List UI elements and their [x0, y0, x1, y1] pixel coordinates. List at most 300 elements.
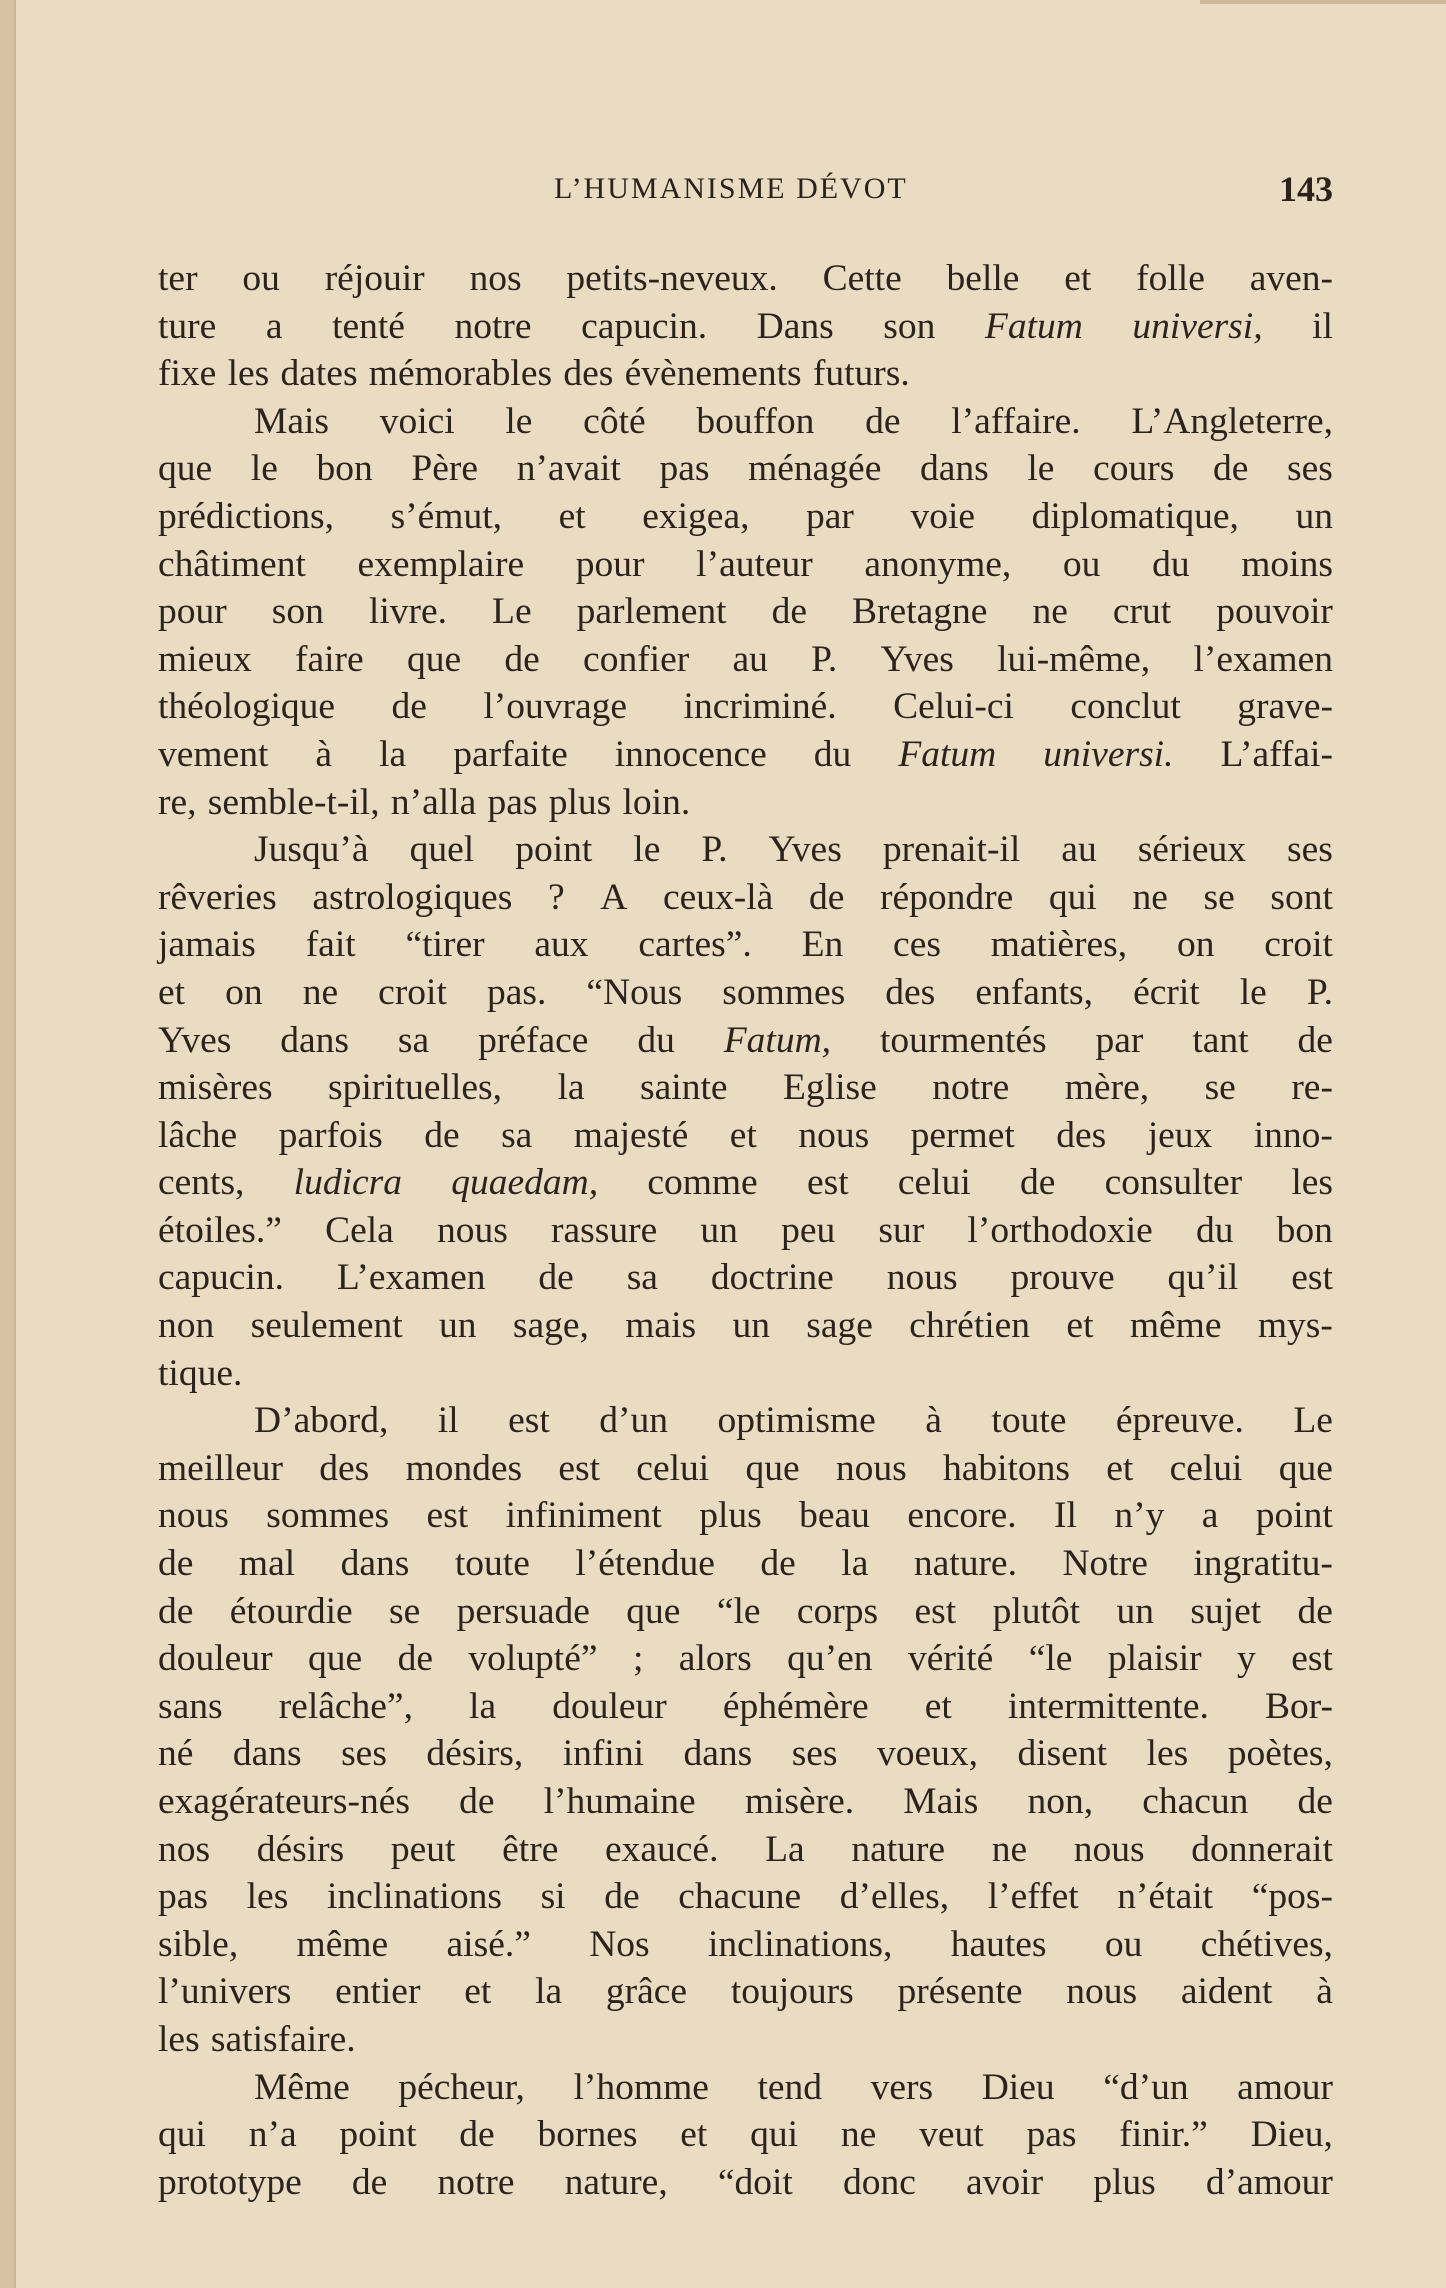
word: cents, — [158, 1162, 245, 1204]
word: être — [502, 1828, 559, 1870]
word: un — [700, 1209, 738, 1251]
word: “d’un — [1103, 2066, 1189, 2108]
word: plutôt — [992, 1590, 1081, 1632]
word: Celui-ci — [893, 686, 1014, 728]
word: tant — [1192, 1019, 1249, 1061]
word: fait — [305, 924, 356, 966]
word: et — [464, 1971, 492, 2013]
word: la — [557, 1067, 585, 1109]
word: est — [1291, 1638, 1333, 1680]
word: le — [250, 448, 278, 490]
word: folle — [1136, 258, 1205, 299]
word: exemplaire — [357, 543, 525, 585]
word: entier — [335, 1971, 421, 2013]
word: nous — [1073, 1828, 1145, 1870]
word: grave- — [1237, 686, 1333, 728]
word: ses — [1287, 448, 1333, 490]
word: n’était — [1117, 1876, 1214, 1918]
word: croit — [1264, 924, 1333, 966]
word: Mais — [254, 400, 329, 442]
word: toute — [454, 1543, 530, 1585]
word: parlement — [576, 591, 727, 633]
word: ? — [547, 876, 565, 918]
page-number: 143 — [1279, 169, 1333, 209]
word: ces — [893, 924, 941, 966]
word: châtiment — [158, 543, 306, 585]
word: prototype — [158, 2161, 302, 2203]
word: plus — [548, 781, 612, 823]
word: matières, — [990, 924, 1128, 966]
word: de — [459, 2114, 495, 2156]
running-head: L’HUMANISME DÉVOT — [554, 172, 908, 205]
word: vérité — [907, 1638, 994, 1680]
text-line — [158, 1159, 1333, 1207]
word: tique. — [158, 1352, 243, 1394]
word: que — [626, 1590, 681, 1632]
word: nous — [798, 1114, 870, 1156]
word: douleur — [552, 1685, 667, 1727]
word: belle — [946, 258, 1020, 299]
word: présente — [897, 1971, 1023, 2013]
body-text — [158, 255, 1333, 2206]
word: infini — [562, 1733, 644, 1775]
text-line — [158, 1254, 1333, 1302]
word: les — [158, 2018, 200, 2060]
word: théologique — [158, 686, 336, 728]
word: plaisir — [1107, 1638, 1202, 1680]
word: persuade — [456, 1590, 590, 1632]
word: plus — [1093, 2161, 1156, 2203]
word: étourdie — [229, 1590, 353, 1632]
word: “Nous — [586, 971, 683, 1013]
word: ses — [1287, 829, 1333, 871]
word: à — [1316, 1971, 1333, 2013]
word: inclinations — [326, 1876, 502, 1918]
word: fixe — [158, 353, 217, 395]
word: parfaite — [453, 733, 568, 775]
word: Fatum — [898, 733, 997, 775]
word: du — [1152, 543, 1190, 585]
word: éphémère — [722, 1685, 869, 1727]
word: croit — [378, 971, 447, 1013]
word: Jusqu’à — [254, 829, 369, 871]
word: mal — [238, 1543, 296, 1585]
text-line — [158, 1921, 1333, 1969]
word: habitons — [942, 1447, 1071, 1489]
word: d’amour — [1205, 2161, 1333, 2203]
word: A — [600, 876, 628, 918]
word: futurs. — [812, 353, 910, 395]
word: bouffon — [696, 400, 815, 442]
word: n’a — [248, 2114, 297, 2156]
word: beau — [799, 1495, 870, 1537]
word: que — [158, 448, 213, 490]
word: la — [379, 733, 407, 775]
word: de — [158, 1543, 194, 1585]
word: l’homme — [573, 2066, 709, 2108]
text-line — [158, 1730, 1333, 1778]
word: voici — [379, 400, 455, 442]
word: ses — [341, 1733, 387, 1775]
word: les — [227, 353, 270, 395]
word: répondre — [880, 876, 1014, 918]
word: poètes, — [1227, 1733, 1333, 1775]
text-line — [158, 1683, 1333, 1731]
word: pas — [487, 781, 538, 823]
word: pas — [158, 1876, 208, 1918]
word: d’un — [599, 1400, 668, 1442]
word: mémorables — [368, 353, 553, 395]
word: Yves — [158, 1019, 232, 1061]
word: notre — [437, 2161, 515, 2203]
text-line — [158, 1492, 1333, 1540]
word: ses — [791, 1733, 838, 1775]
word: “pos- — [1251, 1876, 1333, 1918]
text-line — [158, 731, 1333, 779]
word: sommes — [266, 1495, 390, 1537]
word: non — [158, 1305, 215, 1347]
word: à — [315, 733, 333, 775]
word: son — [883, 305, 936, 347]
word: au — [732, 638, 768, 680]
text-line — [158, 1635, 1333, 1683]
text-line — [158, 1588, 1333, 1636]
word: point — [515, 829, 593, 871]
word: Fatum — [984, 305, 1083, 347]
word: notre — [932, 1067, 1010, 1109]
text-line — [158, 1540, 1333, 1588]
word: et — [558, 495, 586, 537]
word: désirs — [256, 1828, 345, 1870]
word: misères — [158, 1067, 273, 1109]
word: pouvoir — [1216, 591, 1333, 633]
word: par — [1095, 1019, 1144, 1061]
word: épreuve. — [1115, 1400, 1244, 1442]
word: que — [745, 1447, 800, 1489]
word: il — [437, 1400, 459, 1442]
word: volupté” — [468, 1638, 598, 1680]
word: celui — [897, 1162, 971, 1204]
word: optimisme — [717, 1400, 876, 1442]
word: toute — [991, 1400, 1067, 1442]
text-line — [158, 683, 1333, 731]
word: disent — [1017, 1733, 1108, 1775]
word: chétives, — [1200, 1923, 1333, 1965]
word: voeux, — [877, 1733, 979, 1775]
word: Bor- — [1264, 1685, 1333, 1727]
word: nos — [158, 1828, 211, 1870]
word: de — [865, 400, 901, 442]
word: douleur — [158, 1638, 273, 1680]
word: ; — [632, 1638, 644, 1680]
word: consulter — [1104, 1162, 1243, 1204]
text-line — [158, 2111, 1333, 2159]
word: inno- — [1253, 1114, 1333, 1156]
page-binding-edge — [0, 0, 16, 2288]
word: dans — [683, 1733, 753, 1775]
text-line — [158, 1397, 1333, 1445]
word: l’étendue — [575, 1543, 715, 1585]
word: pour — [575, 543, 645, 585]
word: ne — [840, 2114, 877, 2156]
word: désirs, — [426, 1733, 524, 1775]
word: quel — [409, 829, 475, 871]
word: ne — [302, 971, 339, 1013]
word: ou — [242, 258, 280, 299]
word: le — [1239, 971, 1267, 1013]
word: d’elles, — [839, 1876, 950, 1918]
word: de — [538, 1257, 574, 1299]
word: infiniment — [505, 1495, 662, 1537]
word: dans — [280, 1019, 349, 1061]
word: veut — [919, 2114, 984, 2156]
word: tend — [757, 2066, 823, 2108]
word: se — [1204, 1067, 1236, 1109]
word: P. — [811, 638, 838, 680]
word: qui — [1048, 876, 1097, 918]
text-line — [158, 588, 1333, 636]
word: vement — [158, 733, 269, 775]
word: de — [1212, 448, 1249, 490]
word: livre. — [368, 591, 448, 633]
word: “le — [716, 1590, 761, 1632]
word: on — [1176, 924, 1215, 966]
word: mère, — [1064, 1067, 1150, 1109]
text-line — [158, 445, 1333, 493]
word: sa — [501, 1114, 533, 1156]
word: évènements — [624, 353, 802, 395]
text-line — [158, 969, 1333, 1017]
word: et — [158, 971, 186, 1013]
word: peu — [781, 1209, 836, 1251]
word: incriminé. — [683, 686, 837, 728]
word: un — [1295, 495, 1333, 537]
text-line — [158, 1826, 1333, 1874]
word: rassure — [551, 1209, 658, 1251]
word: rêveries — [158, 876, 277, 918]
text-line — [158, 1778, 1333, 1826]
word: astrologiques — [312, 876, 513, 918]
word: est — [426, 1495, 469, 1537]
word: non, — [1027, 1781, 1094, 1822]
word: celui — [636, 1447, 710, 1489]
text-line — [158, 303, 1333, 351]
text-line — [158, 493, 1333, 541]
word: Bretagne — [852, 591, 988, 633]
word: l’affaire. — [951, 400, 1081, 442]
text-line — [158, 350, 1333, 398]
word: L’Angleterre, — [1131, 400, 1333, 442]
word: donnerait — [1191, 1828, 1333, 1870]
word: celui — [1169, 1447, 1243, 1489]
word: nos — [469, 258, 522, 299]
word: capucin. — [581, 305, 708, 347]
word: lui-même, — [997, 638, 1151, 680]
text-line — [158, 1017, 1333, 1065]
word: ou — [1104, 1923, 1143, 1965]
word: Mais — [903, 1781, 979, 1822]
text-line — [158, 1968, 1333, 2016]
word: se — [1203, 876, 1235, 918]
word: l’examen — [1193, 638, 1333, 680]
word: quaedam, — [451, 1162, 599, 1204]
word: de — [760, 1543, 796, 1585]
word: de — [808, 876, 845, 918]
word: un — [732, 1305, 770, 1347]
word: à — [925, 1400, 942, 1442]
word: et — [729, 1114, 757, 1156]
word: Le — [492, 591, 532, 633]
word: aux — [534, 924, 589, 966]
word: intermittente. — [1007, 1685, 1209, 1727]
word: vers — [870, 2066, 934, 2108]
word: universi, — [1132, 305, 1263, 347]
text-line — [158, 636, 1333, 684]
word: cartes”. — [638, 924, 752, 966]
word: sans — [158, 1685, 223, 1727]
word: n’alla — [390, 781, 477, 823]
word: dans — [919, 448, 989, 490]
word: bornes — [537, 2114, 638, 2156]
word: qui — [158, 2114, 206, 2156]
word: Fatum, — [723, 1019, 832, 1061]
top-edge-mark — [1200, 0, 1446, 4]
word: bon — [316, 448, 373, 490]
word: a — [265, 305, 283, 347]
word: aven- — [1249, 258, 1333, 299]
word: Nos — [589, 1923, 650, 1965]
word: spirituelles, — [328, 1067, 502, 1109]
word: En — [801, 924, 844, 966]
word: même — [1129, 1305, 1222, 1347]
word: re- — [1291, 1067, 1333, 1109]
word: cours — [1093, 448, 1175, 490]
word: et — [924, 1685, 952, 1727]
word: P. — [1306, 971, 1333, 1013]
text-line — [158, 255, 1333, 303]
word: Dieu — [981, 2066, 1055, 2108]
word: nous — [886, 1257, 958, 1299]
word: exaucé. — [605, 1828, 719, 1870]
word: de — [771, 591, 808, 633]
word: “le — [1028, 1638, 1073, 1680]
word: y — [1237, 1638, 1256, 1680]
word: et — [680, 2114, 708, 2156]
text-line — [158, 921, 1333, 969]
word: sommes — [722, 971, 846, 1013]
word: faire — [295, 638, 364, 680]
word: ceux-là — [662, 876, 774, 918]
word: la — [535, 1971, 563, 2013]
text-line — [158, 826, 1333, 874]
word: corps — [796, 1590, 879, 1632]
word: conclut — [1070, 686, 1181, 728]
word: ne — [1132, 876, 1168, 918]
word: côté — [583, 400, 646, 442]
word: finir.” — [1119, 2114, 1208, 2156]
word: de — [504, 638, 540, 680]
word: un — [439, 1305, 477, 1347]
word: tourmentés — [879, 1019, 1047, 1061]
word: sa — [397, 1019, 430, 1061]
word: ter — [158, 258, 198, 299]
text-line — [158, 398, 1333, 446]
word: on — [225, 971, 263, 1013]
word: même — [296, 1923, 389, 1965]
word: mais — [625, 1305, 697, 1347]
word: de — [1297, 1019, 1333, 1061]
word: nature — [851, 1828, 946, 1870]
text-line — [158, 1445, 1333, 1493]
word: le — [1027, 448, 1055, 490]
word: les — [1146, 1733, 1189, 1775]
text-line — [158, 2159, 1333, 2207]
text-line — [158, 874, 1333, 922]
word: inclinations, — [707, 1923, 893, 1965]
word: toujours — [730, 1971, 854, 2013]
word: L’examen — [336, 1257, 486, 1299]
word: est — [1291, 1257, 1333, 1299]
word: Même — [254, 2066, 350, 2108]
word: Cette — [822, 258, 902, 299]
word: prédictions, — [158, 495, 335, 537]
word: pour — [158, 591, 227, 633]
word: bon — [1276, 1209, 1333, 1251]
word: il — [1312, 305, 1333, 347]
word: nature, — [564, 2161, 668, 2203]
word: L’affai- — [1220, 733, 1333, 775]
word: jeux — [1147, 1114, 1213, 1156]
word: avoir — [966, 2161, 1044, 2203]
word: qui — [750, 2114, 799, 2156]
word: aident — [1180, 1971, 1273, 2013]
word: nature. — [913, 1543, 1017, 1585]
word: l’effet — [987, 1876, 1079, 1918]
word: nous — [835, 1447, 907, 1489]
word: du — [813, 733, 852, 775]
word: enfants, — [975, 971, 1094, 1013]
word: Il — [1054, 1495, 1077, 1537]
word: nous — [437, 1209, 508, 1251]
word: la — [469, 1685, 497, 1727]
word: sont — [1270, 876, 1333, 918]
word: dans — [340, 1543, 410, 1585]
word: re, — [158, 781, 197, 823]
word: satisfaire. — [210, 2018, 356, 2060]
word: préface — [478, 1019, 589, 1061]
word: nous — [1066, 1971, 1138, 2013]
word: misère. — [744, 1781, 855, 1822]
word: Eglise — [783, 1067, 877, 1109]
word: se — [389, 1590, 421, 1632]
text-line — [158, 1112, 1333, 1160]
word: de — [391, 686, 427, 728]
word: voie — [910, 495, 976, 537]
word: l’ouvrage — [483, 686, 628, 728]
word: au — [1061, 829, 1097, 871]
word: qu’en — [787, 1638, 873, 1680]
word: le — [633, 829, 661, 871]
word: est — [508, 1400, 550, 1442]
word: plus — [699, 1495, 762, 1537]
word: aisé.” — [446, 1923, 531, 1965]
word: Dans — [756, 305, 834, 347]
word: pas — [1026, 2114, 1077, 2156]
word: son — [271, 591, 324, 633]
text-line — [158, 2064, 1333, 2112]
word: que — [307, 1638, 363, 1680]
word: l’humaine — [543, 1781, 696, 1822]
